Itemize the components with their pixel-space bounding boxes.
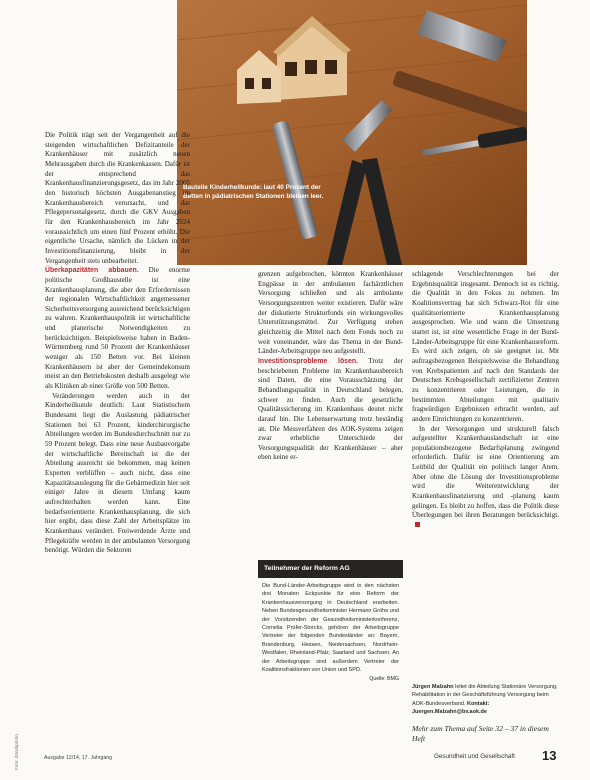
paragraph: schlagende Verschlechterungen bei der Ergebnisqualität insgesamt. Dennoch ist es richtig, die Qualität in den Fokus zu nehmen. Im Koalitionsvertrag hat sich Schwarz-Rot für eine qualitätsorientierte Krankenhausplanung ausgesprochen. Wie und wann die Umsetzung startet ist, ist eine wesentliche Frage in der Bund-Länder-Arbeitsgruppe für eine Krankenhausreform. Es wird sich zeigen, ob sie geeignet ist. Mit auftragsbezogenen Beispielsweise die Behandlung von Krebspatienten auf nach den Standards der Deutschen Krebsgesellschaft zertifizierter Zentren zu konzentrieren oder Leistungen, die in bestimmten Abteilungen mit qualitativ fragwürdigen Ergebnissen erbracht werden, auf andere Einrichtungen zu konzentrieren.: [412, 270, 559, 423]
issue-info: Ausgabe 12/14, 17. Jahrgang: [44, 755, 113, 761]
paragraph: grenzen aufgebrochen, könnten Krankenhäuser Engpässe in der ambulanten fachärztlichen Versorgung schließen und als ambulante Versorgungszentren weiter existieren. Dafür wäre der diskutierte Strukturfonds ein wirkungsvolles Unterstützungsmittel. Zur Verfügung stehen gleichzeitig die Mittel nach dem Fonds noch zu weit voneinander, wäre das Thema in der Bund-Länder-Arbeitsgruppe neu aufgestellt.: [258, 270, 403, 356]
paragraph: Trotz der beschriebenen Probleme im Krankenhausbereich sind Daten, die eine Vorausschätzung der Behandlungsqualität in Deutschland belegen, schwer zu finden. Auch die gesetzliche Qualitätssicherung im Krankenhaus deutet nicht darauf hin. Die Lebenserwartung trotz beständig an. Die Messverfahren des AOK-Systems zeigen zwar erhebliche Unterschiede der Versorgungsqualität der Krankenhäuser – aber eben keine er-: [258, 356, 403, 462]
column-2: [258, 270, 403, 463]
author-bio: leitet die Abteilung Stationäre Versorgung, Rehabilitation in der Geschäftsführung Versorgung beim AOK-Bundesverband.: [412, 684, 558, 707]
paragraph: Die Politik trägt seit der Vergangenheit auf die steigenden wirtschaftlichen Defizitanteile der Krankenhäuser mit zusätzlich neuen Mehrausgaben durch die Krankenkassen. Dafür ist der entsprechend das Krankenhausfinanzierungsgesetz, das im Jahr 2005 den historisch höchsten Ausgabenanstieg im Krankenhausbereich verursacht, und das Pflegepersonalgesetz, durch die GKV Ausgaben für den Krankenhausbereich im Jahr 2024 voraussichtlich um einen fünf Prozent erhöht. Die eigentliche Ursache, nämlich die Lücken in der Investitionsfinanzierung, bleibt in der Vergangenheit stets unbearbeitet.: [45, 131, 190, 265]
subheading: Investitionsprobleme lösen.: [258, 357, 358, 365]
magazine-title: Gesundheit und Gesellschaft: [434, 753, 515, 760]
paragraph: In der Versorgungen und strukturell falsch aufgestellter Krankenhauslandschaft ist eine populationsbezogene Bedarfsplanung zwingend erforderlich. Dafür ist eine Orientierung am Leitbild der Qualität ein politisch langer Atem. Aber ohne die Lösung der Investitionsprobleme wird die Weiterentwicklung der Krankenhausfinanzierung und -planung kaum gelingen. Es bleibt zu hoffen, dass die Politik diese Überlegungen bei ihren Beratungen berücksichtigt.: [412, 424, 559, 520]
photo-caption: Bauteile Kinderheilkunde: laut 40 Prozent der Betten in pädiatrischen Stationen bleiben leer.: [183, 184, 324, 200]
column-3: [412, 270, 559, 531]
info-box-header: Teilnehmer der Reform AG: [258, 560, 403, 578]
photo-credit: Foto: iStockphoto: [14, 734, 19, 770]
hero-photo: [177, 0, 527, 265]
more-on-topic: Mehr zum Thema auf Seite 32 – 37 in diesem Heft: [412, 724, 549, 743]
info-box-source: Quelle: BMG: [369, 676, 399, 683]
paragraph: Veränderungen werden auch in der Kinderheilkunde deutlich: Laut Statistischem Bundesamt liegt die Auslastung pädiatrischer Stationen bei 63 Prozent, kinderchirurgische Abteilungen werden im Bundesdurchschnitt nur zu 59 Prozent belegt. Dass eine neue Ausbauvorgabe der wirtschaftliche Bereitschaft ist die der Abteilung ausreicht sie bekommen, mag keinen Experten verblüffen – auch nicht, dass eine Kapazitätsauslegung für die Gebärmedizin hier seit einiger Jahre in diesem Umfang kaum aufrechterhalten werden kann. Eine bedarfsorientierte Krankenhausplanung, die sich hier ergibt, dass diese Zahl der Arbeitsplätze im Krankenhaus verändert. Freiwerdende Ärzte und Pflegekräfte werden in der ambulanten Versorgung benötigt. Würden die Sektoren: [45, 391, 190, 555]
info-box: [258, 560, 403, 756]
author-box: [412, 683, 559, 716]
column-1: [45, 131, 190, 556]
info-box-body: Die Bund-Länder-Arbeitsgruppe wird in den nächsten drei Monaten Eckpunkte für eine Reform der Krankenhausversorgung in Deutschland erarbeiten. Neben Bundesgesundheitsminister Hermann Gröhe und der Vorsitzenden der Gesundheitsministerkonferenz, Cornelia Prüfer-Storcks, gehören der Arbeitsgruppe Vertreter der folgenden Bundesländer an: Bayern, Brandenburg, Hessen, Niedersachsen, Nordrhein-Westfalen, Rheinland-Pfalz, Saarland und Sachsen. An der Arbeitsgruppe sind außerdem Vertreter der Koalitionsfraktionen von Union und SPD.: [262, 583, 399, 674]
subheading: Überkapazitäten abbauen.: [45, 267, 139, 275]
author-name: Jürgen Malzahn: [412, 684, 454, 690]
end-mark-icon: [415, 522, 420, 527]
page-number: 13: [542, 748, 557, 763]
author-contact[interactable]: Kontakt: Juergen.Malzahn@bv.aok.de: [412, 700, 490, 715]
houses-and-tools-illustration: [177, 0, 527, 265]
paragraph: Die enorme politische Großbaustelle ist eine Krankenhausplanung, die aber den Erfordernissen der regionalen Wirtschaftlichkeit angemessener Sicherheitsversorgung ausreichend berücksichtigen zu wahren. Krankenhauspolitik ist wirtschaftliche und planerische Notwendigkeiten zu berücksichtigen. Beispielsweise haben in Baden-Württemberg rund 50 Prozent der Krankenhäuser weniger als 150 Betten vor. Bei kleinen Krankenhäusern ist aber der Gemeindekonsum meist an den Betriebskosten deshalb ausgelegt wie als Kliniken ab einer Größe von 500 Betten.: [45, 266, 190, 391]
